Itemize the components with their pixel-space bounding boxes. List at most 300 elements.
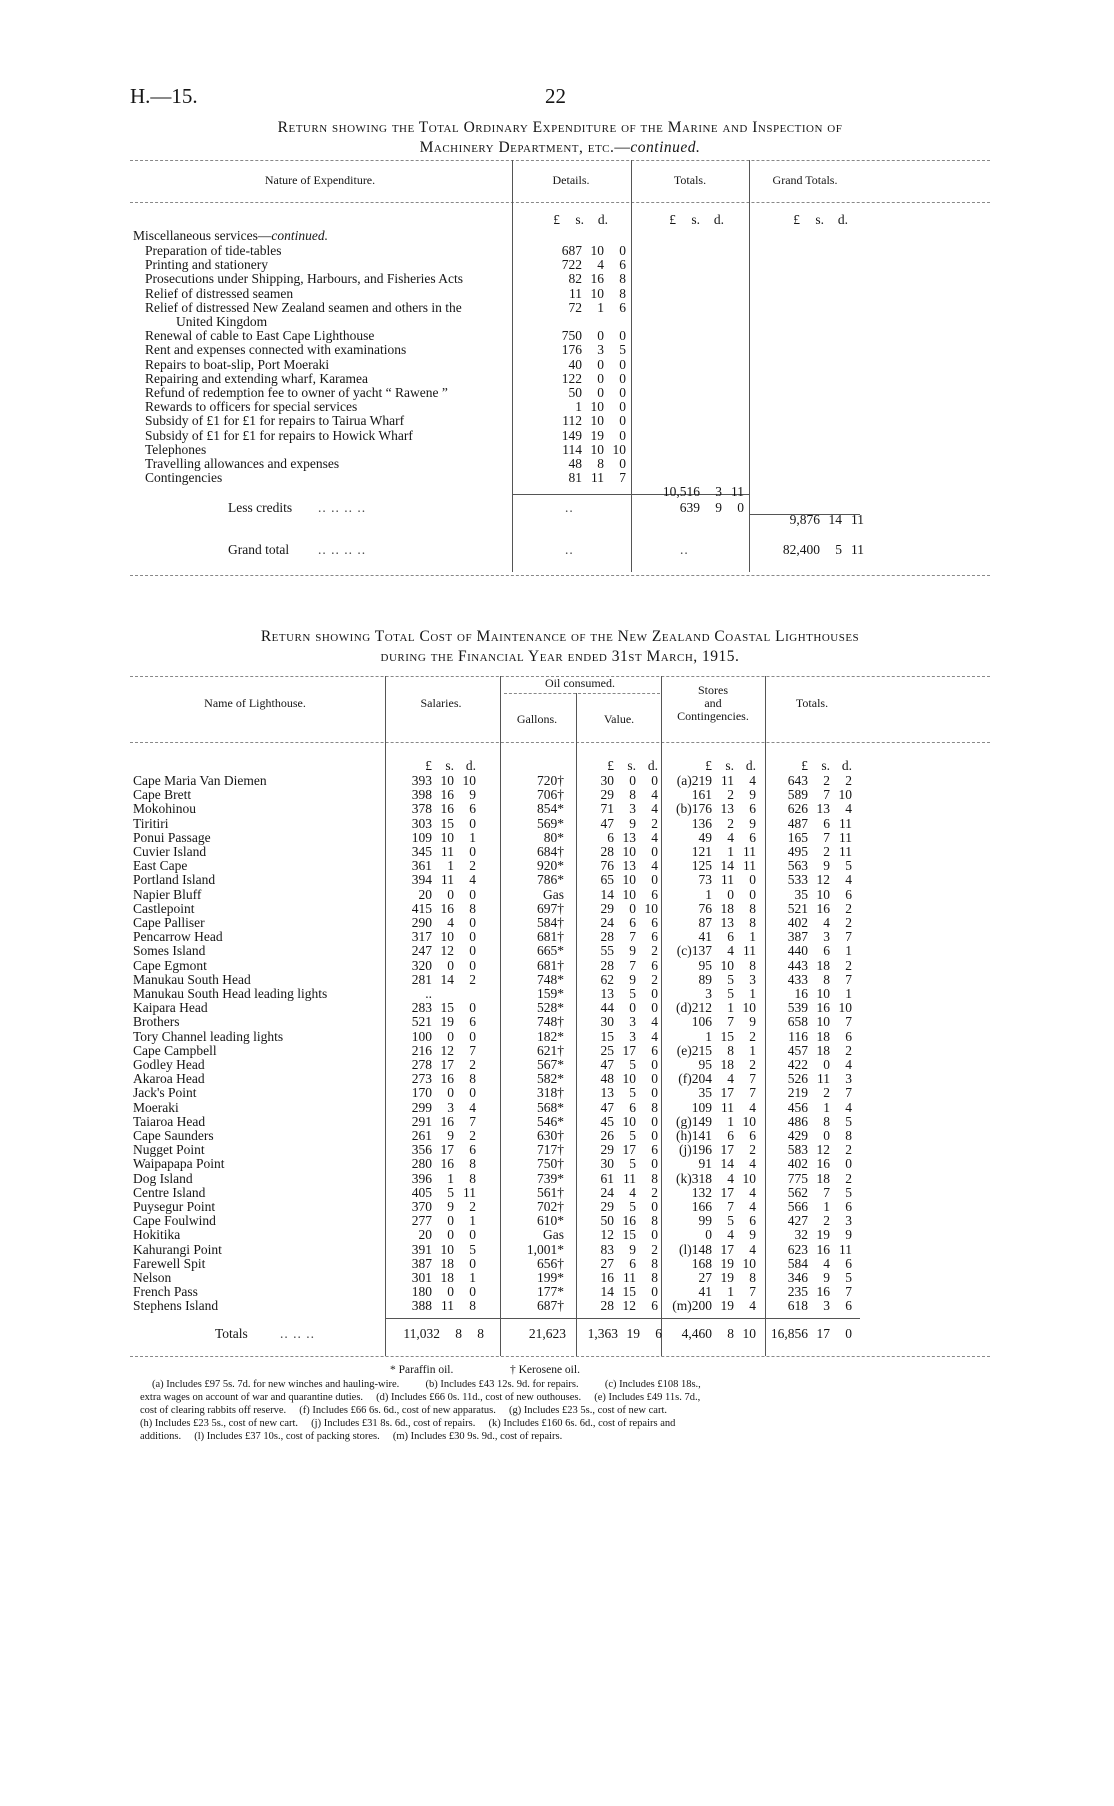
lighthouse-name: East Cape <box>133 858 188 874</box>
total-pounds: 32 <box>794 1227 808 1243</box>
stores-shillings: 13 <box>720 801 734 817</box>
stores-pence: 10 <box>742 1170 756 1186</box>
expenditure-label: United Kingdom <box>176 314 268 329</box>
salaries-shillings: 10 <box>440 1241 454 1257</box>
oil-value-shillings: 0 <box>629 773 636 788</box>
salaries-pounds: 280 <box>411 1156 432 1172</box>
stores-pence: 9 <box>749 787 756 803</box>
total-pence: 2 <box>845 957 852 973</box>
stores-pounds: (k)318 <box>676 1170 712 1186</box>
oil-gallons: 567* <box>537 1057 564 1072</box>
stores-pounds: 136 <box>691 815 712 831</box>
total-pence: 7 <box>845 1014 852 1030</box>
lighthouse-name: Moeraki <box>133 1099 179 1115</box>
stores-pence: 1 <box>749 986 756 1001</box>
stores-pounds: 41 <box>698 929 712 945</box>
total-shillings: 7 <box>823 787 830 803</box>
oil-value-pounds: 26 <box>600 1128 614 1143</box>
lighthouse-name: Stephens Island <box>133 1298 219 1314</box>
details-pence: 0 <box>619 385 626 400</box>
salaries-pounds: 100 <box>411 1028 432 1044</box>
stores-shillings: 4 <box>727 1170 734 1186</box>
oil-value-shillings: 17 <box>622 1042 636 1058</box>
oil-value-shillings: 5 <box>629 1128 636 1143</box>
oil-value-pounds: 28 <box>600 844 614 859</box>
lighthouse-name: Jack's Point <box>133 1085 197 1101</box>
oil-value-pence: 8 <box>651 1255 658 1271</box>
oil-gallons: 748* <box>537 971 564 987</box>
oil-value-shillings: 6 <box>629 915 636 930</box>
credits-pounds: 639 <box>679 500 700 515</box>
stores-pence: 9 <box>749 1014 756 1030</box>
total-pence: 4 <box>845 1057 852 1072</box>
oil-value-total-pounds: 1,363 <box>587 1326 618 1341</box>
stores-shillings: 19 <box>720 1298 734 1314</box>
salaries-shillings: 10 <box>440 929 454 945</box>
oil-value-pounds: 15 <box>600 1028 614 1044</box>
stores-shillings: 2 <box>727 815 734 831</box>
stores-shillings: 17 <box>720 1241 734 1257</box>
expenditure-label: Subsidy of £1 for £1 for repairs to Tairua Wharf <box>145 413 405 429</box>
total-shillings: 18 <box>816 957 830 973</box>
oil-gallons: 528* <box>537 1000 564 1016</box>
stores-pounds: 106 <box>691 1014 712 1030</box>
salaries-shillings: 4 <box>447 915 454 930</box>
oil-gallons: 681† <box>537 929 564 945</box>
details-shillings: 10 <box>590 399 604 415</box>
total-pounds: 457 <box>787 1042 808 1058</box>
table2-bottom-rule <box>130 1356 990 1357</box>
total-shillings: 18 <box>816 1028 830 1044</box>
tt-unit-d: d. <box>841 758 852 773</box>
stores-pounds: 121 <box>691 844 712 859</box>
stores-pounds: 99 <box>698 1213 712 1229</box>
lighthouse-name: Manukau South Head <box>133 971 251 987</box>
lighthouse-name: Cuvier Island <box>133 844 207 859</box>
details-pounds: 176 <box>561 342 582 358</box>
stores-pounds: 1 <box>705 1028 712 1044</box>
salaries-shillings: 10 <box>440 773 454 788</box>
page-number: 22 <box>545 84 566 108</box>
details-pounds: 750 <box>561 328 582 344</box>
salaries-shillings: 12 <box>440 943 454 959</box>
stores-pounds: 125 <box>691 858 712 874</box>
grand-total-pounds: 16,856 <box>770 1326 808 1341</box>
oil-value-pounds: 14 <box>600 886 614 902</box>
total-pence: 10 <box>838 1000 852 1016</box>
oil-value-pence: 4 <box>651 829 658 845</box>
v-unit-pound: £ <box>607 758 614 773</box>
details-shillings: 0 <box>597 385 604 400</box>
lighthouse-name: Cape Palliser <box>133 915 205 930</box>
table1-bottom-rule <box>130 575 990 576</box>
salaries-pounds: 391 <box>411 1241 432 1257</box>
oil-value-pounds: 25 <box>600 1042 614 1058</box>
oil-value-shillings: 10 <box>622 872 636 888</box>
stores-pence: 4 <box>749 1199 756 1214</box>
leader-dots: .. <box>565 500 574 515</box>
total-pence: 7 <box>845 1284 852 1300</box>
expenditure-label: Telephones <box>145 441 207 457</box>
oil-gallons: 199* <box>537 1270 564 1285</box>
salaries-shillings: 16 <box>440 1156 454 1172</box>
salaries-pounds: 283 <box>411 1000 432 1016</box>
stores-pence: 7 <box>749 1085 756 1101</box>
oil-value-pence: 10 <box>644 900 658 916</box>
details-shillings: 10 <box>590 243 604 258</box>
total-pounds: 427 <box>787 1213 808 1229</box>
total-pounds: 563 <box>787 858 808 874</box>
stores-pence: 4 <box>749 1241 756 1257</box>
oil-gallons: 697† <box>537 900 564 916</box>
oil-value-shillings: 15 <box>622 1227 636 1243</box>
st-unit-pound: £ <box>705 758 712 773</box>
details-pounds: 114 <box>562 441 582 457</box>
total-pence: 0 <box>845 1156 852 1172</box>
lighthouse-name: Taiaroa Head <box>133 1113 206 1129</box>
oil-value-pence: 4 <box>651 787 658 803</box>
stores-shillings: 7 <box>727 1199 734 1214</box>
oil-value-pounds: 30 <box>600 1156 614 1172</box>
total-pence: 6 <box>845 1298 852 1314</box>
col-value-header: Value. <box>603 712 635 726</box>
stores-shillings: 17 <box>720 1085 734 1101</box>
units-row <box>0 212 1114 228</box>
salaries-shillings: 15 <box>440 815 454 831</box>
tt-unit-pound: £ <box>801 758 808 773</box>
details-shillings: 4 <box>597 257 604 273</box>
lighthouse-name: Tory Channel leading lights <box>133 1028 284 1044</box>
salaries-shillings: 15 <box>440 1000 454 1016</box>
stores-pence: 8 <box>749 957 756 973</box>
total-shillings: 9 <box>823 1270 830 1285</box>
salaries-pence: 9 <box>469 787 476 803</box>
oil-value-pounds: 24 <box>600 915 614 930</box>
details-shillings: 10 <box>590 285 604 301</box>
lighthouse-name: Cape Campbell <box>133 1042 217 1058</box>
salaries-pence: 2 <box>469 1128 476 1143</box>
expenditure-label: Contingencies <box>145 470 223 486</box>
total-shillings: 4 <box>823 915 830 930</box>
stores-shillings: 5 <box>727 1213 734 1229</box>
salaries-pounds: 170 <box>411 1085 432 1101</box>
section-heading <box>0 228 1114 244</box>
stores-pence: 9 <box>749 815 756 831</box>
details-pounds: 40 <box>568 356 582 372</box>
oil-value-shillings: 7 <box>629 957 636 973</box>
col-gallons-header: Gallons. <box>516 712 558 726</box>
total-shillings: 6 <box>823 815 830 831</box>
stores-shillings: 18 <box>720 1057 734 1072</box>
stores-pence: 1 <box>749 1042 756 1058</box>
oil-value-pounds: 48 <box>600 1071 614 1087</box>
table1-top-rule <box>130 160 990 161</box>
stores-pence: 2 <box>749 1142 756 1158</box>
expenditure-label: Subsidy of £1 for £1 for repairs to Howick Wharf <box>145 427 413 443</box>
col-totals-header: Totals. <box>673 173 707 187</box>
stores-pounds: 76 <box>698 900 712 916</box>
lighthouse-name: Godley Head <box>133 1057 205 1072</box>
oil-value-pounds: 47 <box>600 1099 614 1115</box>
oil-value-shillings: 9 <box>629 971 636 987</box>
oil-value-shillings: 5 <box>629 1199 636 1214</box>
oil-value-shillings: 9 <box>629 943 636 959</box>
total-shillings: 10 <box>816 1014 830 1030</box>
lighthouse-name: Cape Brett <box>133 787 192 803</box>
oil-value-shillings: 5 <box>629 986 636 1001</box>
details-unit-pound: £ <box>553 212 560 227</box>
total-pence: 5 <box>845 1184 852 1200</box>
stores-pounds: 109 <box>691 1099 712 1115</box>
oil-value-pence: 2 <box>651 815 658 831</box>
stores-pence: 4 <box>749 1184 756 1200</box>
salaries-total-shillings: 8 <box>455 1326 462 1341</box>
details-pounds: 149 <box>561 427 582 443</box>
oil-value-pounds: 47 <box>600 815 614 831</box>
salaries-shillings: 0 <box>447 957 454 973</box>
oil-value-pounds: 29 <box>600 787 614 803</box>
lighthouse-name: Dog Island <box>133 1170 193 1186</box>
oil-gallons: 621† <box>537 1042 564 1058</box>
salaries-pence: 7 <box>469 1042 476 1058</box>
oil-value-pounds: 16 <box>600 1270 614 1285</box>
oil-value-pence: 0 <box>651 1071 658 1087</box>
total-shillings: 1 <box>823 1099 830 1115</box>
salaries-pence: 0 <box>469 815 476 831</box>
lighthouse-name: Mokohinou <box>133 801 197 817</box>
oil-value-shillings: 13 <box>622 858 636 874</box>
details-pounds: 82 <box>568 271 582 287</box>
oil-value-pence: 6 <box>651 957 658 973</box>
salaries-pounds: 301 <box>411 1270 432 1285</box>
lighthouse-name: Somes Island <box>133 943 206 959</box>
lighthouse-name: Tiritiri <box>133 815 169 831</box>
net-shillings: 14 <box>828 512 842 527</box>
total-shillings: 16 <box>816 1000 830 1016</box>
details-pounds: 72 <box>568 299 582 315</box>
oil-value-pence: 2 <box>651 971 658 987</box>
expenditure-label: Relief of distressed seamen <box>145 285 294 301</box>
stores-pence: 4 <box>749 1099 756 1115</box>
oil-value-pounds: 29 <box>600 900 614 916</box>
stores-pounds: 95 <box>698 1057 712 1072</box>
salaries-pounds: 405 <box>411 1184 432 1200</box>
total-pounds: 533 <box>787 872 808 888</box>
salaries-pounds: 109 <box>411 829 432 845</box>
stores-pence: 0 <box>749 886 756 902</box>
oil-value-pence: 8 <box>651 1170 658 1186</box>
lighthouse-name: Cape Egmont <box>133 957 207 973</box>
total-shillings: 9 <box>823 858 830 874</box>
oil-value-pence: 6 <box>651 1042 658 1058</box>
oil-value-pence: 0 <box>651 844 658 859</box>
oil-value-pounds: 29 <box>600 1199 614 1214</box>
salaries-shillings: 16 <box>440 787 454 803</box>
total-pence: 7 <box>845 971 852 987</box>
salaries-pence: 6 <box>469 1142 476 1158</box>
salaries-total-pence: 8 <box>477 1326 484 1341</box>
salaries-shillings: 0 <box>447 1284 454 1300</box>
salaries-pounds: 277 <box>411 1213 432 1229</box>
salaries-pence: 6 <box>469 1014 476 1030</box>
totals-shillings: 3 <box>715 484 722 499</box>
details-pence: 8 <box>619 271 626 287</box>
stores-pounds: (b)176 <box>676 801 712 817</box>
oil-value-pounds: 28 <box>600 929 614 945</box>
salaries-pence: 0 <box>469 1284 476 1300</box>
lighthouse-name: Waipapapa Point <box>133 1156 225 1172</box>
stores-pounds: 91 <box>698 1156 712 1172</box>
oil-gallons: 665* <box>537 943 564 959</box>
stores-pounds: 166 <box>691 1199 712 1214</box>
total-pence: 11 <box>839 815 852 831</box>
oil-value-shillings: 17 <box>622 1142 636 1158</box>
v-unit-d: d. <box>647 758 658 773</box>
oil-value-pence: 0 <box>651 872 658 888</box>
lighthouse-name: Puysegur Point <box>133 1199 216 1214</box>
salaries-shillings: 18 <box>440 1255 454 1271</box>
col-lighthouse-header: Name of Lighthouse. <box>204 696 306 710</box>
oil-value-pence: 2 <box>651 1184 658 1200</box>
oil-gallons: 854* <box>537 801 564 817</box>
stores-shillings: 0 <box>727 886 734 902</box>
salaries-pounds: 393 <box>411 773 432 788</box>
salaries-shillings: 9 <box>447 1199 454 1214</box>
oil-value-shillings: 3 <box>629 1014 636 1030</box>
salaries-pounds: 299 <box>411 1099 432 1115</box>
salaries-pounds: 387 <box>411 1255 432 1271</box>
salaries-pence: 10 <box>462 773 476 788</box>
stores-pounds: 168 <box>691 1255 712 1271</box>
stores-shillings: 6 <box>727 929 734 945</box>
details-pence: 0 <box>619 399 626 415</box>
total-shillings: 16 <box>816 900 830 916</box>
salaries-pounds: 291 <box>411 1113 432 1129</box>
oil-gallons: 159* <box>537 986 564 1001</box>
total-pounds: 219 <box>787 1085 808 1101</box>
total-pence: 11 <box>839 844 852 859</box>
total-shillings: 8 <box>823 1113 830 1129</box>
stores-pounds: 89 <box>698 971 712 987</box>
oil-value-shillings: 6 <box>629 1099 636 1115</box>
lighthouse-name: Centre Island <box>133 1184 206 1200</box>
stores-shillings: 11 <box>721 1099 734 1115</box>
salaries-pence: 0 <box>469 957 476 973</box>
salaries-shillings: 17 <box>440 1142 454 1158</box>
stores-shillings: 4 <box>727 1227 734 1243</box>
details-pounds: 81 <box>568 470 582 486</box>
salaries-shillings: 9 <box>447 1128 454 1143</box>
col-stores-header: Stores and Contingencies. <box>677 683 749 723</box>
details-pence: 0 <box>619 413 626 429</box>
salaries-pence: 5 <box>469 1241 476 1257</box>
salaries-pounds: .. <box>425 986 432 1001</box>
totals-row <box>0 484 1114 500</box>
oil-gallons: Gas <box>543 1227 564 1243</box>
salaries-shillings: 11 <box>441 1298 454 1314</box>
oil-value-shillings: 15 <box>622 1284 636 1300</box>
details-pence: 0 <box>619 456 626 471</box>
salaries-shillings: 18 <box>440 1270 454 1285</box>
oil-value-shillings: 4 <box>629 1184 636 1200</box>
expenditure-label: Preparation of tide-tables <box>145 243 282 258</box>
stores-pounds: (l)148 <box>679 1241 712 1257</box>
stores-shillings: 5 <box>727 986 734 1001</box>
stores-shillings: 19 <box>720 1255 734 1271</box>
oil-value-pence: 6 <box>651 929 658 945</box>
details-pounds: 112 <box>562 413 582 429</box>
oil-gallons: 717† <box>537 1142 564 1158</box>
stores-pence: 2 <box>749 1057 756 1072</box>
section-label: Miscellaneous services—continued. <box>133 228 328 243</box>
salaries-pence: 1 <box>469 829 476 845</box>
credits-shillings: 9 <box>715 500 722 515</box>
salaries-pounds: 278 <box>411 1057 432 1072</box>
salaries-pence: 8 <box>469 1170 476 1186</box>
salaries-shillings: 5 <box>447 1184 454 1200</box>
total-pence: 6 <box>845 1028 852 1044</box>
total-pounds: 521 <box>787 900 808 916</box>
oil-value-pounds: 83 <box>600 1241 614 1257</box>
salaries-shillings: 1 <box>447 1170 454 1186</box>
salaries-pence: 1 <box>469 1213 476 1229</box>
col-details-header: Details. <box>552 173 590 187</box>
expenditure-label: Renewal of cable to East Cape Lighthouse <box>145 328 375 344</box>
total-pounds: 486 <box>787 1113 808 1129</box>
stores-pounds: (f)204 <box>678 1071 712 1087</box>
stores-shillings: 1 <box>727 1113 734 1129</box>
oil-gallons: 681† <box>537 957 564 973</box>
stores-pounds: (h)141 <box>676 1128 712 1143</box>
st-unit-d: d. <box>745 758 756 773</box>
stores-pounds: (j)196 <box>679 1142 712 1158</box>
expenditure-label: Repairs to boat-slip, Port Moeraki <box>145 356 330 372</box>
details-pounds: 722 <box>561 257 582 273</box>
col-salaries-header: Salaries. <box>420 696 462 710</box>
salaries-pence: 7 <box>469 1113 476 1129</box>
oil-gallons: 687† <box>537 1298 564 1314</box>
expenditure-label: Printing and stationery <box>145 257 268 273</box>
totals-pence: 11 <box>731 484 744 499</box>
salaries-pounds: 317 <box>411 929 432 945</box>
oil-value-pounds: 71 <box>600 801 614 817</box>
grand-pounds: 82,400 <box>782 542 820 557</box>
total-shillings: 6 <box>823 943 830 959</box>
details-shillings: 3 <box>597 342 604 358</box>
oil-value-pounds: 13 <box>600 986 614 1001</box>
oil-gallons: 182* <box>537 1028 564 1044</box>
stores-total-pounds: 4,460 <box>681 1326 712 1341</box>
oil-value-shillings: 0 <box>629 900 636 916</box>
details-shillings: 0 <box>597 370 604 386</box>
details-shillings: 10 <box>590 413 604 429</box>
salaries-shillings: 11 <box>441 844 454 859</box>
lighthouse-row <box>0 1298 1114 1314</box>
units-row <box>0 758 1114 774</box>
total-shillings: 2 <box>823 1213 830 1229</box>
total-pounds: 440 <box>787 943 808 959</box>
salaries-shillings: 12 <box>440 1042 454 1058</box>
total-pence: 8 <box>845 1128 852 1143</box>
salaries-pence: 11 <box>463 1184 476 1200</box>
salaries-shillings: 0 <box>447 886 454 902</box>
oil-value-pence: 0 <box>651 986 658 1001</box>
salaries-pence: 0 <box>469 943 476 959</box>
total-pounds: 116 <box>788 1028 808 1044</box>
col-nature-header: Nature of Expenditure. <box>264 173 376 187</box>
gallons-total: 21,623 <box>528 1326 566 1341</box>
total-pounds: 443 <box>787 957 808 973</box>
